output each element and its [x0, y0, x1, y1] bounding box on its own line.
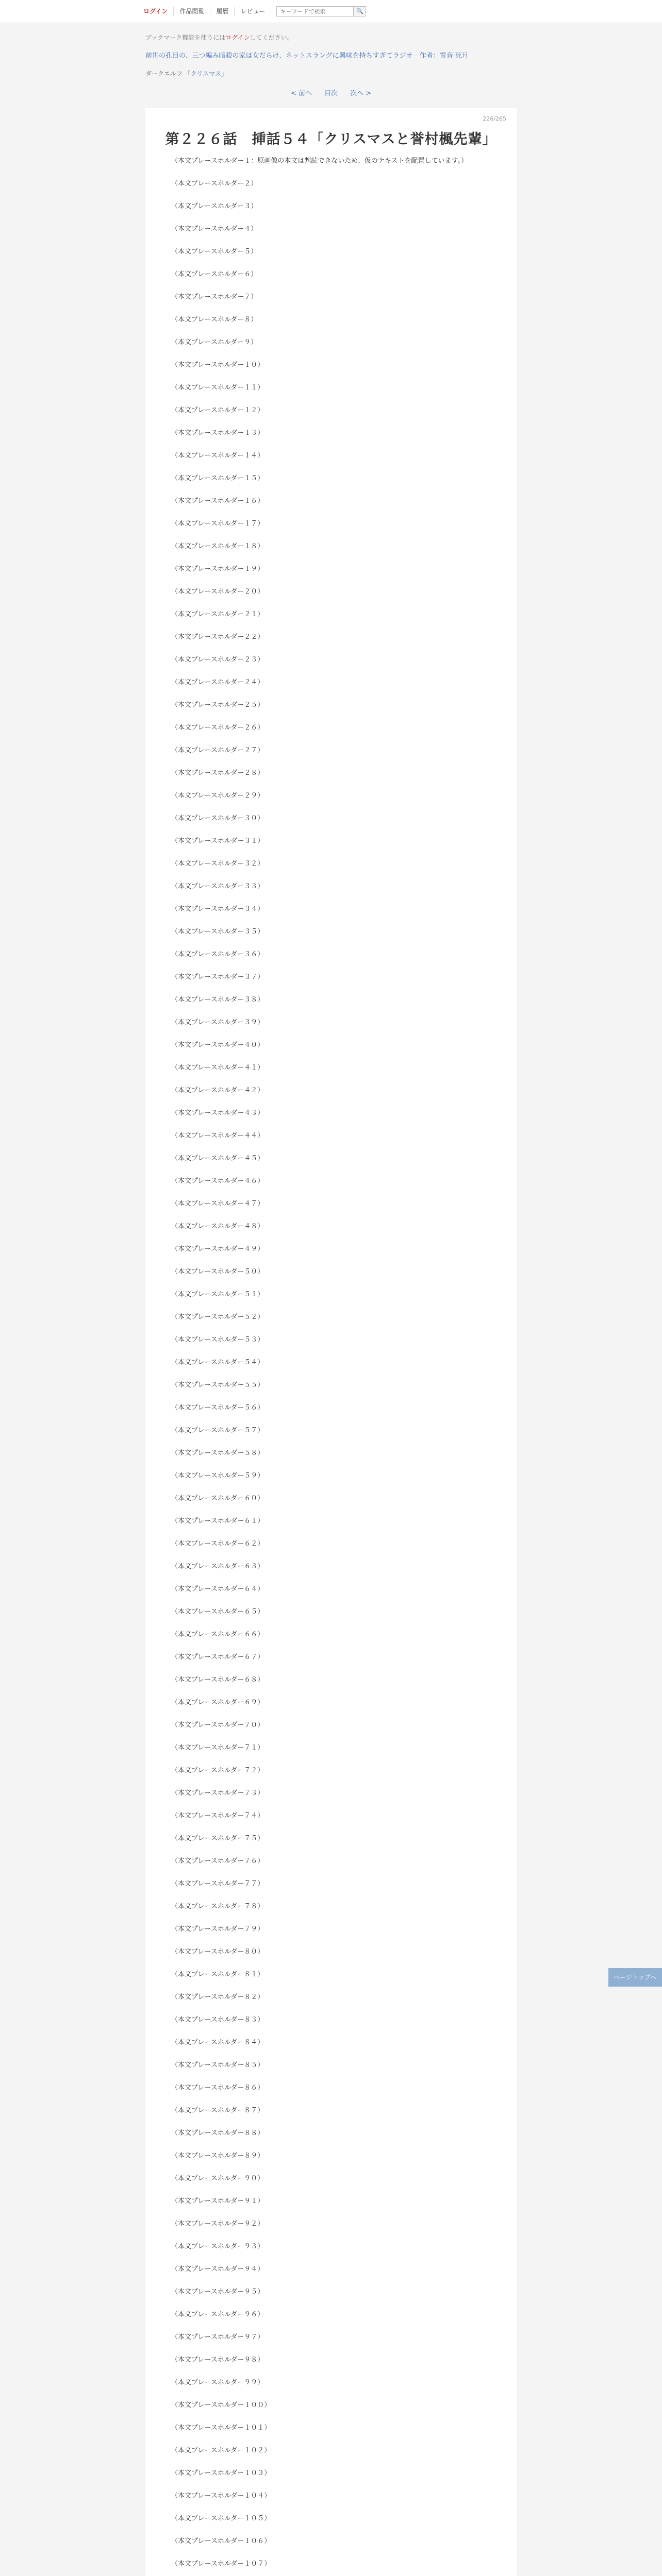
body-paragraph: （本文プレースホルダー１２） — [171, 406, 264, 414]
body-paragraph: （本文プレースホルダー３８） — [171, 996, 264, 1004]
body-paragraph: （本文プレースホルダー３１） — [171, 837, 264, 845]
body-paragraph: （本文プレースホルダー８９） — [171, 2152, 264, 2160]
body-paragraph: （本文プレースホルダー４９） — [171, 1245, 264, 1253]
body-paragraph: （本文プレースホルダー１７） — [171, 520, 264, 528]
body-paragraph: （本文プレースホルダー２３） — [171, 656, 264, 664]
top-nav-inner — [139, 5, 366, 18]
page-top-button[interactable]: ページトップへ — [608, 1968, 662, 1987]
nav-item-history[interactable]: 履歴 — [210, 7, 235, 16]
body-paragraph: （本文プレースホルダー１０２） — [171, 2447, 271, 2454]
body-paragraph: （本文プレースホルダー７６） — [171, 1857, 264, 1865]
notice-suffix: してください。 — [250, 34, 293, 41]
body-paragraph: （本文プレースホルダー５６） — [171, 1404, 264, 1412]
body-paragraph: （本文プレースホルダー１３） — [171, 429, 264, 437]
body-paragraph: （本文プレースホルダー７７） — [171, 1880, 264, 1888]
body-paragraph: （本文プレースホルダー８４） — [171, 2039, 264, 2046]
body-paragraph: （本文プレースホルダー９１） — [171, 2197, 264, 2205]
prev-chapter-link[interactable]: < 前へ — [290, 90, 312, 97]
bookmark-login-notice — [145, 33, 293, 42]
body-paragraph: （本文プレースホルダー１：原画像の本文は判読できないため、仮のテキストを配置しています。） — [171, 157, 468, 165]
body-paragraph: （本文プレースホルダー９７） — [171, 2333, 264, 2341]
body-paragraph: （本文プレースホルダー３７） — [171, 973, 264, 981]
body-paragraph: （本文プレースホルダー１０３） — [171, 2469, 271, 2477]
body-paragraph: （本文プレースホルダー４２） — [171, 1087, 264, 1094]
body-paragraph: （本文プレースホルダー９） — [171, 338, 258, 346]
body-paragraph: （本文プレースホルダー６６） — [171, 1631, 264, 1638]
body-paragraph: （本文プレースホルダー７９） — [171, 1925, 264, 1933]
body-paragraph: （本文プレースホルダー４） — [171, 225, 258, 233]
body-paragraph: （本文プレースホルダー１０５） — [171, 2515, 271, 2522]
body-paragraph: （本文プレースホルダー２５） — [171, 701, 264, 709]
body-paragraph: （本文プレースホルダー１１） — [171, 384, 264, 392]
body-paragraph: （本文プレースホルダー９０） — [171, 2175, 264, 2182]
body-paragraph: （本文プレースホルダー６２） — [171, 1540, 264, 1548]
body-paragraph: （本文プレースホルダー６１） — [171, 1517, 264, 1525]
body-paragraph: （本文プレースホルダー１００） — [171, 2401, 271, 2409]
body-paragraph: （本文プレースホルダー６） — [171, 270, 258, 278]
body-paragraph: （本文プレースホルダー２８） — [171, 769, 264, 777]
body-paragraph: （本文プレースホルダー６０） — [171, 1495, 264, 1502]
body-paragraph: （本文プレースホルダー６３） — [171, 1563, 264, 1570]
body-paragraph: （本文プレースホルダー６５） — [171, 1608, 264, 1616]
body-paragraph: （本文プレースホルダー９４） — [171, 2265, 264, 2273]
body-paragraph: （本文プレースホルダー８３） — [171, 2016, 264, 2024]
chapter-group-link[interactable]: 「クリスマス」 — [184, 70, 228, 77]
body-paragraph: （本文プレースホルダー４１） — [171, 1064, 264, 1072]
nav-item-browse[interactable]: 作品閲覧 — [174, 7, 210, 16]
body-paragraph: （本文プレースホルダー８） — [171, 316, 258, 324]
chapter-card — [145, 108, 517, 2576]
body-paragraph: （本文プレースホルダー７１） — [171, 1744, 264, 1752]
body-paragraph: （本文プレースホルダー３） — [171, 202, 258, 210]
body-paragraph: （本文プレースホルダー１６） — [171, 497, 264, 505]
body-paragraph: （本文プレースホルダー２０） — [171, 588, 264, 596]
body-paragraph: （本文プレースホルダー４０） — [171, 1041, 264, 1049]
body-paragraph: （本文プレースホルダー７８） — [171, 1903, 264, 1910]
body-paragraph: （本文プレースホルダー１０１） — [171, 2424, 271, 2432]
chapter-title: 第２２６話 挿話５４「クリスマスと誉村楓先輩」 — [165, 131, 497, 147]
page-number: 226/265 — [483, 115, 506, 122]
body-paragraph: （本文プレースホルダー１４） — [171, 452, 264, 460]
body-paragraph: （本文プレースホルダー５１） — [171, 1291, 264, 1298]
body-paragraph: （本文プレースホルダー１０） — [171, 361, 264, 369]
next-chapter-link[interactable]: 次へ > — [350, 90, 372, 97]
body-paragraph: （本文プレースホルダー５７） — [171, 1427, 264, 1434]
chapter-body — [171, 156, 491, 2576]
body-paragraph: （本文プレースホルダー１０７） — [171, 2560, 271, 2568]
body-paragraph: （本文プレースホルダー８２） — [171, 1993, 264, 2001]
body-paragraph: （本文プレースホルダー８１） — [171, 1971, 264, 1978]
body-paragraph: （本文プレースホルダー５０） — [171, 1268, 264, 1276]
body-paragraph: （本文プレースホルダー４５） — [171, 1155, 264, 1162]
body-paragraph: （本文プレースホルダー７２） — [171, 1767, 264, 1774]
search-icon[interactable]: 🔍 — [354, 6, 366, 16]
body-paragraph: （本文プレースホルダー１５） — [171, 474, 264, 482]
body-paragraph: （本文プレースホルダー３０） — [171, 815, 264, 822]
body-paragraph: （本文プレースホルダー４８） — [171, 1223, 264, 1230]
body-paragraph: （本文プレースホルダー５８） — [171, 1449, 264, 1457]
body-paragraph: （本文プレースホルダー３２） — [171, 860, 264, 868]
body-paragraph: （本文プレースホルダー７） — [171, 293, 258, 301]
body-paragraph: （本文プレースホルダー８７） — [171, 2107, 264, 2114]
body-paragraph: （本文プレースホルダー２４） — [171, 679, 264, 686]
body-paragraph: （本文プレースホルダー３４） — [171, 905, 264, 913]
body-paragraph: （本文プレースホルダー５９） — [171, 1472, 264, 1480]
body-paragraph: （本文プレースホルダー５） — [171, 248, 258, 256]
login-link[interactable]: ログイン — [139, 7, 174, 16]
author-label: ダークエルフ — [145, 70, 183, 77]
body-paragraph: （本文プレースホルダー１８） — [171, 543, 264, 550]
body-paragraph: （本文プレースホルダー６７） — [171, 1653, 264, 1661]
body-paragraph: （本文プレースホルダー６８） — [171, 1676, 264, 1684]
body-paragraph: （本文プレースホルダー５５） — [171, 1381, 264, 1389]
body-paragraph: （本文プレースホルダー７０） — [171, 1721, 264, 1729]
body-paragraph: （本文プレースホルダー２） — [171, 180, 258, 188]
notice-prefix: ブックマーク機能を使うには — [145, 34, 226, 41]
body-paragraph: （本文プレースホルダー６９） — [171, 1699, 264, 1706]
body-paragraph: （本文プレースホルダー９２） — [171, 2220, 264, 2228]
body-paragraph: （本文プレースホルダー９８） — [171, 2356, 264, 2364]
body-paragraph: （本文プレースホルダー６４） — [171, 1585, 264, 1593]
pager-top — [0, 88, 662, 97]
body-paragraph: （本文プレースホルダー２１） — [171, 611, 264, 618]
body-paragraph: （本文プレースホルダー５３） — [171, 1336, 264, 1344]
body-paragraph: （本文プレースホルダー４３） — [171, 1109, 264, 1117]
notice-login-link[interactable]: ログイン — [225, 34, 250, 41]
body-paragraph: （本文プレースホルダー８５） — [171, 2061, 264, 2069]
body-paragraph: （本文プレースホルダー４７） — [171, 1200, 264, 1208]
body-paragraph: （本文プレースホルダー４４） — [171, 1132, 264, 1140]
body-paragraph: （本文プレースホルダー３６） — [171, 951, 264, 958]
author-line — [145, 69, 227, 78]
body-paragraph: （本文プレースホルダー１０６） — [171, 2537, 271, 2545]
body-paragraph: （本文プレースホルダー９５） — [171, 2288, 264, 2296]
search-input[interactable] — [276, 6, 354, 16]
body-paragraph: （本文プレースホルダー２９） — [171, 792, 264, 800]
body-paragraph: （本文プレースホルダー９３） — [171, 2243, 264, 2250]
body-paragraph: （本文プレースホルダー５２） — [171, 1313, 264, 1321]
body-paragraph: （本文プレースホルダー２２） — [171, 633, 264, 641]
body-paragraph: （本文プレースホルダー２６） — [171, 724, 264, 732]
body-paragraph: （本文プレースホルダー７３） — [171, 1789, 264, 1797]
nav-item-review[interactable]: レビュー — [235, 7, 271, 16]
body-paragraph: （本文プレースホルダー７４） — [171, 1812, 264, 1820]
body-paragraph: （本文プレースホルダー２７） — [171, 747, 264, 754]
body-paragraph: （本文プレースホルダー３５） — [171, 928, 264, 936]
body-paragraph: （本文プレースホルダー４６） — [171, 1177, 264, 1185]
body-paragraph: （本文プレースホルダー８０） — [171, 1948, 264, 1956]
body-paragraph: （本文プレースホルダー１０４） — [171, 2492, 271, 2500]
top-nav — [0, 0, 662, 23]
body-paragraph: （本文プレースホルダー９９） — [171, 2379, 264, 2386]
body-paragraph: （本文プレースホルダー８６） — [171, 2084, 264, 2092]
body-paragraph: （本文プレースホルダー５４） — [171, 1359, 264, 1366]
body-paragraph: （本文プレースホルダー３３） — [171, 883, 264, 890]
toc-link[interactable]: 目次 — [324, 90, 338, 97]
body-paragraph: （本文プレースホルダー１９） — [171, 565, 264, 573]
body-paragraph: （本文プレースホルダー３９） — [171, 1019, 264, 1026]
work-title-link[interactable]: 前世の孔目の、三つ編み暗殺の家は女だらけ、ネットスラングに興味を持ちすぎてラジオ 作者：雷音 死月 — [145, 52, 469, 60]
body-paragraph: （本文プレースホルダー８８） — [171, 2129, 264, 2137]
body-paragraph: （本文プレースホルダー９６） — [171, 2311, 264, 2318]
body-paragraph: （本文プレースホルダー７５） — [171, 1835, 264, 1842]
